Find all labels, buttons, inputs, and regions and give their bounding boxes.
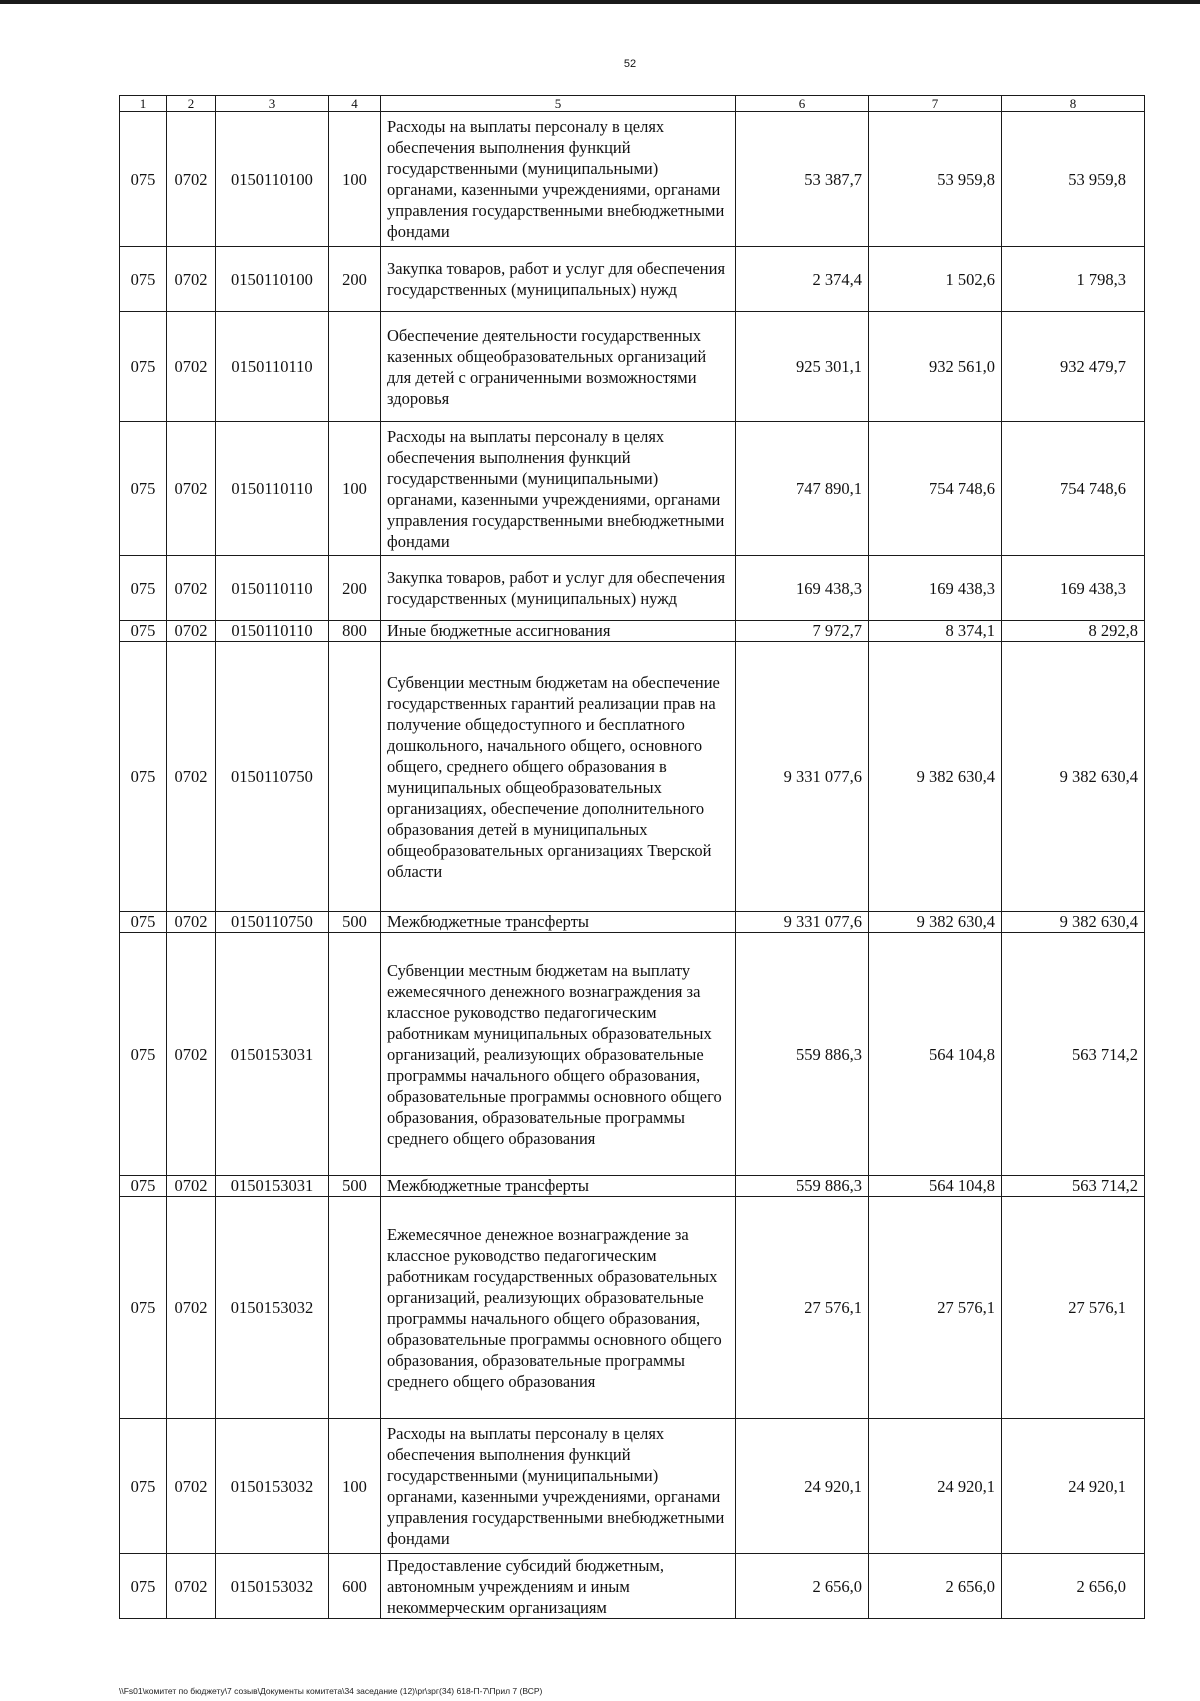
expense-type-cell: 200 (329, 556, 381, 621)
description-cell: Субвенции местным бюджетам на выплату ежемесячного денежного вознаграждения за классное руководство педагогическим работникам муниципальных образовательных организаций, реализующих образовательные программы начального общего образования, образовательные программы основного общего образования, образовательные программы среднего общего образования (381, 933, 736, 1176)
section-code-cell: 0702 (167, 247, 216, 312)
description-cell: Иные бюджетные ассигнования (381, 621, 736, 642)
amount-cell: 53 959,8 (869, 112, 1002, 247)
target-code-cell: 0150153031 (216, 933, 329, 1176)
footer-file-path: \\Fs01\комитет по бюджету\7 созыв\Документы комитета\34 заседание (12)\pr\зрг(34) 618-П-7\Прил 7 (ВСР) (119, 1686, 543, 1696)
amount-cell: 169 438,3 (869, 556, 1002, 621)
column-header: 8 (1002, 96, 1145, 112)
amount-cell: 754 748,6 (869, 422, 1002, 556)
admin-code-cell: 075 (120, 312, 167, 422)
amount-cell: 169 438,3 (736, 556, 869, 621)
admin-code-cell: 075 (120, 621, 167, 642)
column-header: 6 (736, 96, 869, 112)
amount-cell: 27 576,1 (736, 1197, 869, 1419)
admin-code-cell: 075 (120, 1419, 167, 1554)
description-cell: Закупка товаров, работ и услуг для обеспечения государственных (муниципальных) нужд (381, 556, 736, 621)
section-code-cell: 0702 (167, 422, 216, 556)
amount-cell: 1 502,6 (869, 247, 1002, 312)
description-cell: Обеспечение деятельности государственных казенных общеобразовательных организаций для детей с ограниченными возможностями здоровья (381, 312, 736, 422)
column-header: 7 (869, 96, 1002, 112)
description-cell: Расходы на выплаты персоналу в целях обеспечения выполнения функций государственными (муниципальными) органами, казенными учреждениями, органами управления государственными внебюджетными фондами (381, 422, 736, 556)
target-code-cell: 0150110110 (216, 556, 329, 621)
amount-cell: 8 292,8 (1002, 621, 1145, 642)
column-header: 4 (329, 96, 381, 112)
amount-cell: 559 886,3 (736, 1176, 869, 1197)
amount-cell: 53 959,8 (1002, 112, 1145, 247)
expense-type-cell (329, 312, 381, 422)
admin-code-cell: 075 (120, 933, 167, 1176)
amount-cell: 9 382 630,4 (869, 642, 1002, 912)
table-row (120, 247, 1145, 312)
section-code-cell: 0702 (167, 621, 216, 642)
admin-code-cell: 075 (120, 642, 167, 912)
description-cell: Расходы на выплаты персоналу в целях обеспечения выполнения функций государственными (муниципальными) органами, казенными учреждениями, органами управления государственными внебюджетными фондами (381, 112, 736, 247)
description-cell: Расходы на выплаты персоналу в целях обеспечения выполнения функций государственными (муниципальными) органами, казенными учреждениями, органами управления государственными внебюджетными фондами (381, 1419, 736, 1554)
amount-cell: 925 301,1 (736, 312, 869, 422)
amount-cell: 747 890,1 (736, 422, 869, 556)
amount-cell: 24 920,1 (1002, 1419, 1145, 1554)
description-cell: Предоставление субсидий бюджетным, автономным учреждениям и иным некоммерческим организациям (381, 1554, 736, 1619)
admin-code-cell: 075 (120, 422, 167, 556)
target-code-cell: 0150110110 (216, 312, 329, 422)
amount-cell: 2 374,4 (736, 247, 869, 312)
section-code-cell: 0702 (167, 642, 216, 912)
description-cell: Субвенции местным бюджетам на обеспечение государственных гарантий реализации прав на получение общедоступного и бесплатного дошкольного, начального общего, основного общего, среднего общего образования в муниципальных общеобразовательных организациях, обеспечение дополнительного образования детей в муниципальных общеобразовательных организациях Тверской области (381, 642, 736, 912)
expense-type-cell: 100 (329, 1419, 381, 1554)
amount-cell: 2 656,0 (736, 1554, 869, 1619)
amount-cell: 9 331 077,6 (736, 912, 869, 933)
amount-cell: 27 576,1 (869, 1197, 1002, 1419)
target-code-cell: 0150110100 (216, 247, 329, 312)
amount-cell: 564 104,8 (869, 933, 1002, 1176)
table-row (120, 1554, 1145, 1619)
amount-cell: 24 920,1 (736, 1419, 869, 1554)
table-row (120, 1176, 1145, 1197)
description-cell: Закупка товаров, работ и услуг для обеспечения государственных (муниципальных) нужд (381, 247, 736, 312)
amount-cell: 53 387,7 (736, 112, 869, 247)
table-row (120, 556, 1145, 621)
column-header: 2 (167, 96, 216, 112)
top-border-line (0, 0, 1200, 4)
column-header: 3 (216, 96, 329, 112)
section-code-cell: 0702 (167, 933, 216, 1176)
page-number: 52 (623, 58, 637, 70)
expense-type-cell: 200 (329, 247, 381, 312)
amount-cell: 1 798,3 (1002, 247, 1145, 312)
section-code-cell: 0702 (167, 1197, 216, 1419)
expense-type-cell: 800 (329, 621, 381, 642)
target-code-cell: 0150110750 (216, 642, 329, 912)
expense-type-cell (329, 642, 381, 912)
amount-cell: 9 331 077,6 (736, 642, 869, 912)
table-row (120, 642, 1145, 912)
table-row (120, 621, 1145, 642)
target-code-cell: 0150153032 (216, 1419, 329, 1554)
expense-type-cell (329, 933, 381, 1176)
amount-cell: 7 972,7 (736, 621, 869, 642)
admin-code-cell: 075 (120, 112, 167, 247)
section-code-cell: 0702 (167, 312, 216, 422)
amount-cell: 932 561,0 (869, 312, 1002, 422)
admin-code-cell: 075 (120, 1176, 167, 1197)
column-header: 1 (120, 96, 167, 112)
admin-code-cell: 075 (120, 912, 167, 933)
expense-type-cell (329, 1197, 381, 1419)
section-code-cell: 0702 (167, 1554, 216, 1619)
table-row (120, 112, 1145, 247)
amount-cell: 9 382 630,4 (1002, 912, 1145, 933)
description-cell: Межбюджетные трансферты (381, 1176, 736, 1197)
target-code-cell: 0150153032 (216, 1554, 329, 1619)
table-row (120, 422, 1145, 556)
admin-code-cell: 075 (120, 1554, 167, 1619)
section-code-cell: 0702 (167, 556, 216, 621)
amount-cell: 2 656,0 (869, 1554, 1002, 1619)
budget-table (119, 95, 1145, 1619)
expense-type-cell: 100 (329, 422, 381, 556)
target-code-cell: 0150110100 (216, 112, 329, 247)
expense-type-cell: 500 (329, 1176, 381, 1197)
amount-cell: 9 382 630,4 (869, 912, 1002, 933)
admin-code-cell: 075 (120, 247, 167, 312)
amount-cell: 754 748,6 (1002, 422, 1145, 556)
admin-code-cell: 075 (120, 556, 167, 621)
amount-cell: 24 920,1 (869, 1419, 1002, 1554)
section-code-cell: 0702 (167, 112, 216, 247)
amount-cell: 564 104,8 (869, 1176, 1002, 1197)
expense-type-cell: 500 (329, 912, 381, 933)
table-row (120, 1197, 1145, 1419)
target-code-cell: 0150153031 (216, 1176, 329, 1197)
table-row (120, 933, 1145, 1176)
amount-cell: 932 479,7 (1002, 312, 1145, 422)
amount-cell: 8 374,1 (869, 621, 1002, 642)
section-code-cell: 0702 (167, 912, 216, 933)
target-code-cell: 0150110110 (216, 621, 329, 642)
amount-cell: 2 656,0 (1002, 1554, 1145, 1619)
amount-cell: 169 438,3 (1002, 556, 1145, 621)
expense-type-cell: 600 (329, 1554, 381, 1619)
amount-cell: 559 886,3 (736, 933, 869, 1176)
table-row (120, 912, 1145, 933)
amount-cell: 9 382 630,4 (1002, 642, 1145, 912)
admin-code-cell: 075 (120, 1197, 167, 1419)
description-cell: Ежемесячное денежное вознаграждение за классное руководство педагогическим работникам государственных образовательных организаций, реализующих образовательные программы начального общего образования, образовательные программы основного общего образования, образовательные программы среднего общего образования (381, 1197, 736, 1419)
column-header: 5 (381, 96, 736, 112)
target-code-cell: 0150110110 (216, 422, 329, 556)
expense-type-cell: 100 (329, 112, 381, 247)
table-row (120, 1419, 1145, 1554)
section-code-cell: 0702 (167, 1176, 216, 1197)
amount-cell: 563 714,2 (1002, 933, 1145, 1176)
target-code-cell: 0150153032 (216, 1197, 329, 1419)
section-code-cell: 0702 (167, 1419, 216, 1554)
target-code-cell: 0150110750 (216, 912, 329, 933)
column-number-row (120, 96, 1145, 112)
description-cell: Межбюджетные трансферты (381, 912, 736, 933)
amount-cell: 563 714,2 (1002, 1176, 1145, 1197)
table-row (120, 312, 1145, 422)
amount-cell: 27 576,1 (1002, 1197, 1145, 1419)
